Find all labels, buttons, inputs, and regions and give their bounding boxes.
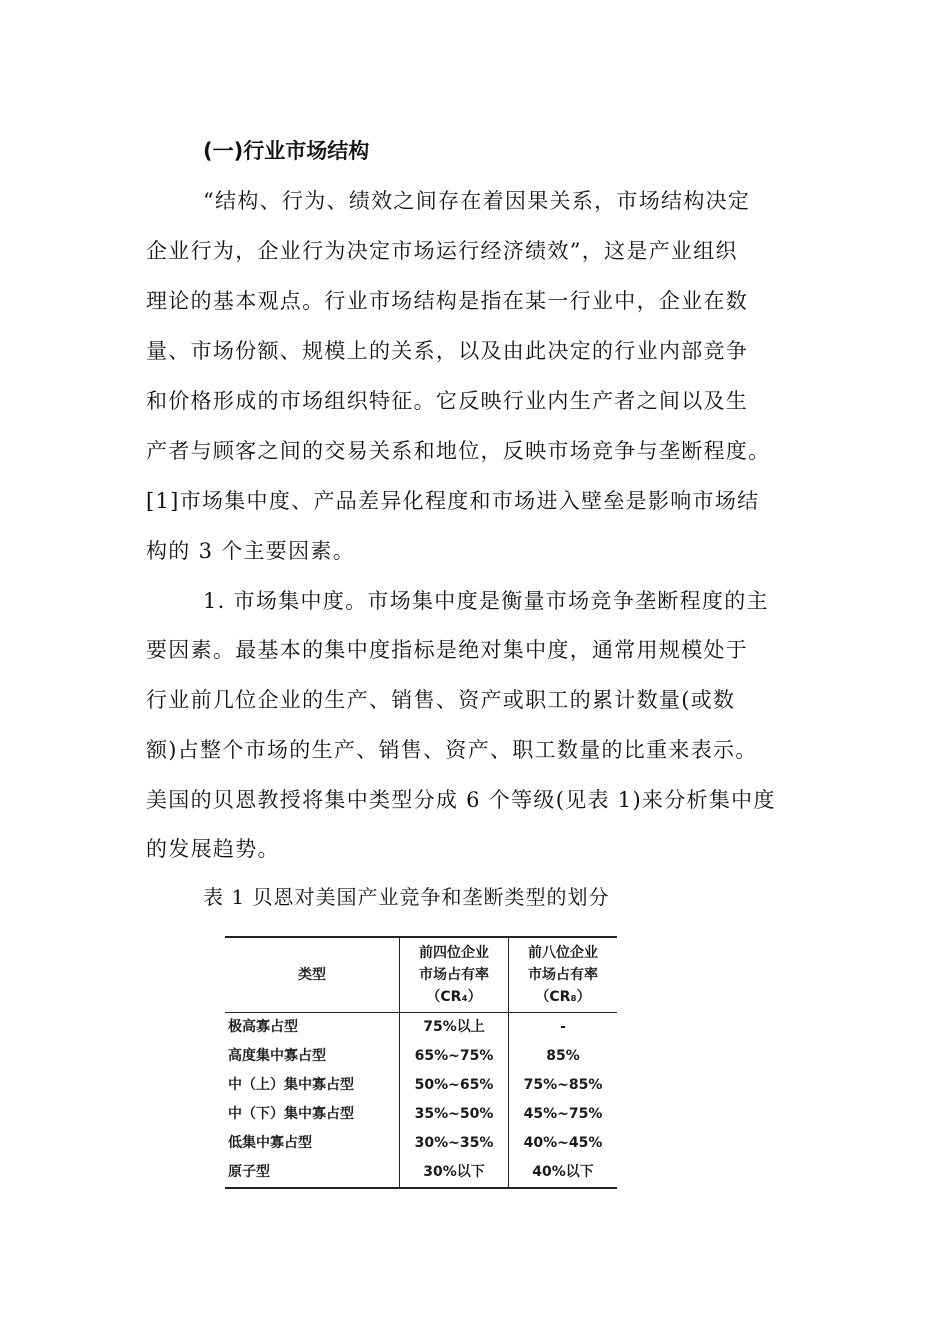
paragraph-line: 的发展趋势。	[146, 837, 280, 861]
cell-type: 高度集中寡占型	[228, 1048, 326, 1064]
paragraph-line: 美国的贝恩教授将集中类型分成 6 个等级(见表 1)来分析集中度	[146, 788, 776, 812]
paragraph-line: [1]市场集中度、产品差异化程度和市场进入壁垒是影响市场结	[146, 489, 760, 513]
paragraph-line: 1. 市场集中度。市场集中度是衡量市场竞争垄断程度的主	[203, 589, 769, 613]
header-type: 类型	[225, 937, 400, 1013]
cell-type: 中（上）集中寡占型	[228, 1077, 354, 1093]
cell-cr8: 75%~85%	[509, 1071, 618, 1100]
paragraph-line: 企业行为，企业行为决定市场运行经济绩效”，这是产业组织	[146, 239, 738, 263]
cell-cr4: 65%~75%	[400, 1042, 509, 1071]
paragraph-line: 额)占整个市场的生产、销售、资产、职工数量的比重来表示。	[146, 738, 758, 762]
header-cr8-line: 市场占有率	[528, 967, 598, 983]
table-row	[225, 1129, 617, 1158]
paragraph-line: 和价格形成的市场组织特征。它反映行业内生产者之间以及生	[146, 389, 749, 413]
cell-cr4: 50%~65%	[400, 1071, 509, 1100]
section-heading: (一)行业市场结构	[203, 139, 370, 163]
table-row	[225, 1042, 617, 1071]
table-row	[225, 1100, 617, 1129]
paragraph-line: 行业前几位企业的生产、销售、资产或职工的累计数量(或数	[146, 688, 736, 712]
cell-type: 原子型	[225, 1158, 400, 1188]
header-cr8-line: 前八位企业	[528, 945, 598, 961]
cell-cr8: -	[509, 1013, 618, 1043]
header-cr4	[400, 937, 509, 1013]
cell-cr8: 45%~75%	[509, 1100, 618, 1129]
header-cr8-line: （CR₈）	[535, 989, 591, 1005]
cell-cr4: 30%以下	[400, 1158, 509, 1188]
header-cr4-line: 前四位企业	[419, 945, 489, 961]
cell-cr8: 40%以下	[509, 1158, 618, 1188]
cell-cr8: 85%	[509, 1042, 618, 1071]
header-cr8	[509, 937, 618, 1013]
paragraph-line: 构的 3 个主要因素。	[146, 539, 356, 563]
table-caption: 表 1 贝恩对美国产业竞争和垄断类型的划分	[203, 885, 610, 909]
paragraph-line: 理论的基本观点。行业市场结构是指在某一行业中，企业在数	[146, 289, 749, 313]
header-cr4-line: 市场占有率	[419, 967, 489, 983]
paragraph-line: 要因素。最基本的集中度指标是绝对集中度，通常用规模处于	[146, 638, 749, 662]
concentration-table	[225, 936, 617, 1189]
cell-cr4: 30%~35%	[400, 1129, 509, 1158]
table-header-row	[225, 937, 617, 1013]
cell-type: 低集中寡占型	[228, 1135, 312, 1151]
paragraph-line: 量、市场份额、规模上的关系，以及由此决定的行业内部竞争	[146, 339, 749, 363]
table-row	[225, 1071, 617, 1100]
cell-cr4: 75%以上	[400, 1013, 509, 1043]
cell-cr8: 40%~45%	[509, 1129, 618, 1158]
cell-cr4: 35%~50%	[400, 1100, 509, 1129]
cell-type: 极高寡占型	[228, 1019, 298, 1035]
cell-type: 中（下）集中寡占型	[228, 1106, 354, 1122]
paragraph-line: 产者与顾客之间的交易关系和地位，反映市场竞争与垄断程度。	[146, 439, 771, 463]
paragraph-line: “结构、行为、绩效之间存在着因果关系，市场结构决定	[203, 189, 751, 213]
table-row	[225, 1158, 617, 1188]
table-row	[225, 1013, 617, 1043]
header-cr4-line: （CR₄）	[426, 989, 482, 1005]
